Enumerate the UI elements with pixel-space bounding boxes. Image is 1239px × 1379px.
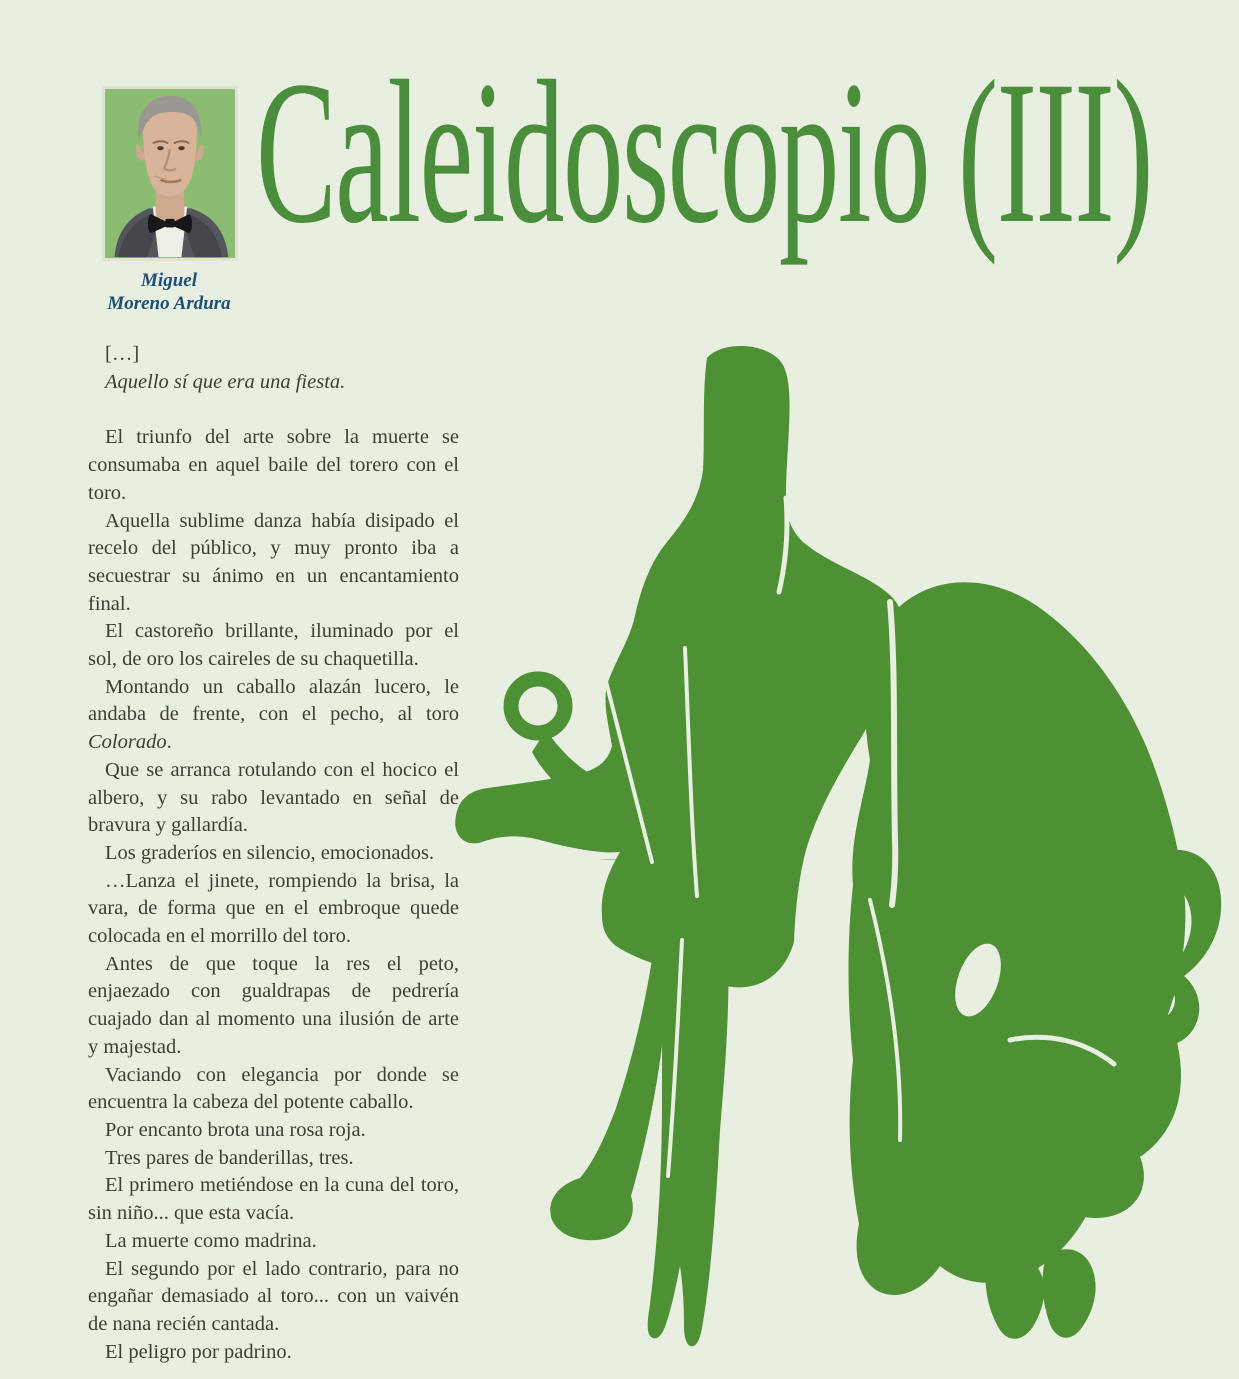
paragraph: Por encanto brota una rosa roja. [105,1118,366,1141]
author-first-name: Miguel [141,270,197,291]
paragraph: Vaciando con elegancia por donde se encuentra la cabeza del potente caballo. [88,1063,459,1114]
paragraph: La muerte como madrina. [105,1229,317,1252]
bullfighter-silhouette-graphic [450,340,1239,1379]
paragraph [88,674,459,757]
author-photo [102,86,238,261]
paragraph: Tres pares de banderillas, tres. [105,1146,354,1169]
paragraph: …Lanza el jinete, rompiendo la brisa, la vara, de forma que en el embroque quede colocada en el morrillo del toro. [88,869,459,948]
bullfight-illustration [450,340,1239,1379]
preface-lead: Aquello sí que era una fiesta. [105,370,346,393]
paragraph: Que se arranca rotulando con el hocico el albero, y su rabo levantado en señal de bravura y gallardía. [88,758,459,837]
paragraph: Antes de que toque la res el peto, enjaezado con gualdrapas de pedrería cuajado dan al momento una ilusión de arte y majestad. [88,952,459,1058]
paragraph: Aquella sublime danza había disipado el recelo del público, y muy pronto iba a secuestrar su ánimo en un encantamiento final. [88,509,459,615]
paragraph-segment: . [166,731,172,754]
paragraph: El primero metiéndose en la cuna del toro, sin niño... que esta vacía. [88,1174,459,1225]
page-title: Caleidoscopio (III) [256,39,1153,266]
paragraph-segment-italic: Colorado [88,731,167,754]
author-last-name: Moreno Ardura [107,293,231,314]
author-name [84,269,254,315]
article-preface [88,341,459,396]
article-text [88,341,459,1366]
paragraph: El segundo por el lado contrario, para no engañar demasiado al toro... con un vaivén de nana recién cantada. [88,1257,459,1335]
paragraph: Los graderíos en silencio, emocionados. [105,841,435,864]
paragraph: El castoreño brillante, iluminado por el sol, de oro los caireles de su chaquetilla. [88,620,459,671]
author-portrait-image [105,89,235,258]
paragraph: El triunfo del arte sobre la muerte se consumaba en aquel baile del torero con el toro. [88,426,459,504]
paragraph: El peligro por padrino. [105,1340,292,1363]
preface-bracket: […] [105,343,140,365]
paragraph-segment: Montando un caballo alazán lucero, le andaba de frente, con el pecho, al toro [88,675,459,726]
